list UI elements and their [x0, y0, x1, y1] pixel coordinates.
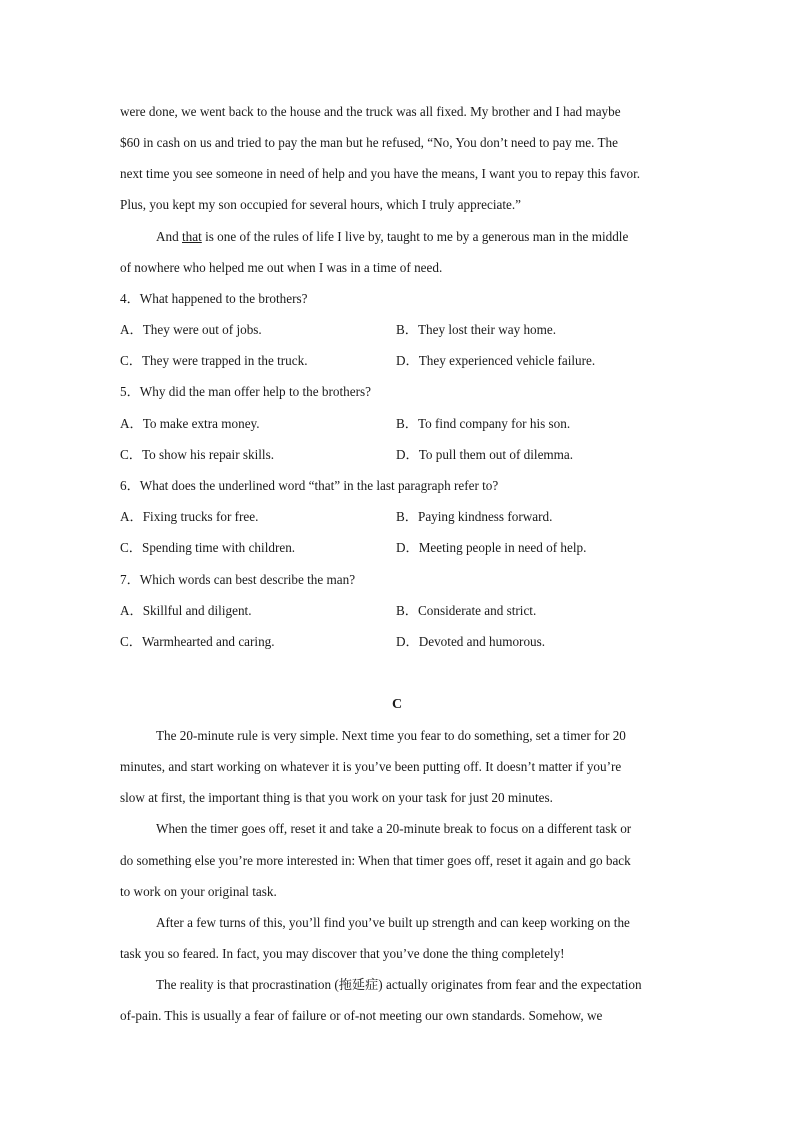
question-5-option-a: A．To make extra money. — [120, 416, 260, 431]
last-para-post: is one of the rules of life I live by, taught to me by a generous man in the middle — [201, 229, 629, 244]
question-5-option-b: B．To find company for his son. — [396, 416, 571, 431]
question-7-stem: 7．Which words can best describe the man? — [120, 572, 356, 587]
section-c-line-8: task you so feared. In fact, you may discover that you’ve done the thing completely! — [120, 946, 565, 961]
section-c-line-7: After a few turns of this, you’ll find you’ve built up strength and can keep working on the — [156, 915, 630, 930]
question-4-option-d: D．They experienced vehicle failure. — [396, 353, 596, 368]
section-c-line-10: of-pain. This is usually a fear of failure or of-not meeting our own standards. Somehow, we — [120, 1008, 603, 1023]
section-c-line-2: minutes, and start working on whatever it is you’ve been putting off. It doesn’t matter if you’re — [120, 759, 622, 774]
section-c-line-5: do something else you’re more interested in: When that timer goes off, reset it again and go back — [120, 853, 631, 868]
passage-b-line-4: Plus, you kept my son occupied for several hours, which I truly appreciate.” — [120, 197, 522, 212]
question-6-option-a: A．Fixing trucks for free. — [120, 509, 259, 524]
passage-b-line-1: were done, we went back to the house and the truck was all fixed. My brother and I had maybe — [120, 104, 621, 119]
question-5-option-d: D．To pull them out of dilemma. — [396, 447, 574, 462]
passage-b-last-paragraph — [156, 229, 680, 245]
section-c-line-3: slow at first, the important thing is that you work on your task for just 20 minutes. — [120, 790, 553, 805]
question-6-stem: 6．What does the underlined word “that” in the last paragraph refer to? — [120, 478, 499, 493]
section-c-heading: C — [391, 697, 403, 712]
question-5-stem: 5．Why did the man offer help to the brothers? — [120, 384, 371, 399]
question-7-option-b: B．Considerate and strict. — [396, 603, 537, 618]
question-5-option-c: C．To show his repair skills. — [120, 447, 275, 462]
question-7-option-c: C．Warmhearted and caring. — [120, 634, 275, 649]
question-6-option-c: C．Spending time with children. — [120, 540, 296, 555]
section-c-line-9: The reality is that procrastination (拖延症) actually originates from fear and the expectation — [156, 977, 642, 992]
underlined-word-that: that — [182, 229, 202, 244]
question-4-stem: 4．What happened to the brothers? — [120, 291, 308, 306]
section-c-line-1: The 20-minute rule is very simple. Next time you fear to do something, set a timer for 20 — [156, 728, 626, 743]
last-para-pre: And — [156, 229, 183, 244]
question-4-option-a: A．They were out of jobs. — [120, 322, 262, 337]
question-7-option-a: A．Skillful and diligent. — [120, 603, 252, 618]
section-c-line-6: to work on your original task. — [120, 884, 277, 899]
passage-b-line-3: next time you see someone in need of help and you have the means, I want you to repay this favor. — [120, 166, 641, 181]
section-c-line-4: When the timer goes off, reset it and take a 20-minute break to focus on a different task or — [156, 821, 632, 836]
question-4-option-c: C．They were trapped in the truck. — [120, 353, 308, 368]
question-7-option-d: D．Devoted and humorous. — [396, 634, 546, 649]
passage-b-line-2: $60 in cash on us and tried to pay the man but he refused, “No, You don’t need to pay me. The — [120, 135, 618, 150]
question-6-option-b: B．Paying kindness forward. — [396, 509, 553, 524]
question-6-option-d: D．Meeting people in need of help. — [396, 540, 587, 555]
passage-b-last-paragraph-line-2: of nowhere who helped me out when I was in a time of need. — [120, 260, 443, 275]
question-4-option-b: B．They lost their way home. — [396, 322, 557, 337]
